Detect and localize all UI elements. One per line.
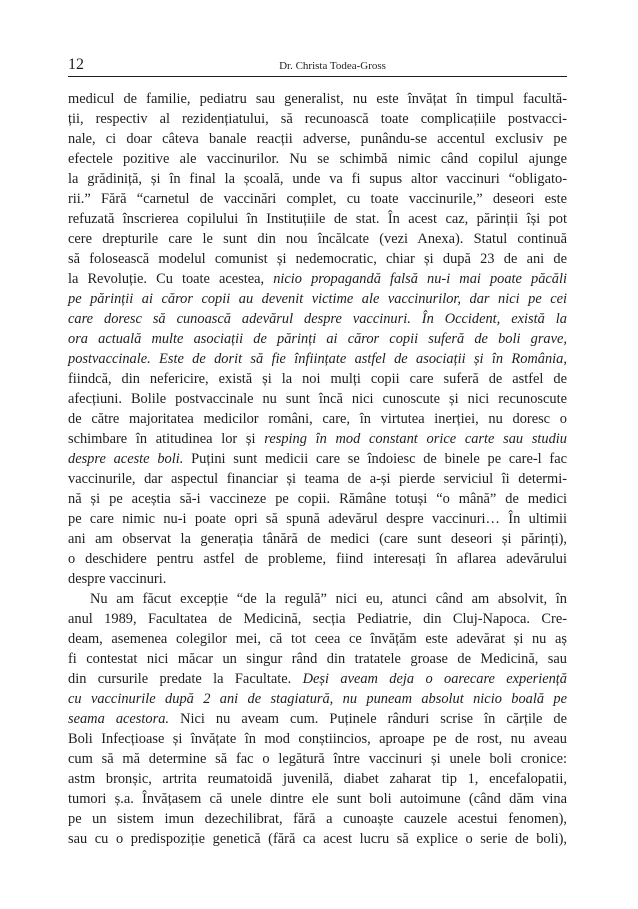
- text-run: fi contestat nici măcar un singur rând din tratatele groase de Medicină, sau: [68, 651, 567, 667]
- italic-run: ora actuală multe asociații de părinți ai căror copii suferă de boli grave,: [68, 331, 567, 347]
- text-line: [68, 789, 567, 809]
- text-run: pe un sistem imun dezechilibrat, fără a cunoaște cauzele acestui fenomen),: [68, 811, 567, 827]
- text-run: vaccinurile, dar aspectul financiar și teama de a-și pierde serviciul îi determi-: [68, 471, 567, 487]
- text-line: [68, 509, 567, 529]
- text-line: [68, 109, 567, 129]
- text-run: deam, asemenea colegilor mei, că tot ceea ce învățăm este adevărat și nu aș: [68, 631, 567, 647]
- text-line: [68, 329, 567, 349]
- text-run: Nu am făcut excepție “de la regulă” nici eu, atunci când am absolvit, în: [90, 591, 567, 607]
- text-line: [68, 489, 567, 509]
- text-line: [68, 269, 567, 289]
- text-run: o deschidere pentru astfel de probleme, fiind interesați în aflarea adevărului: [68, 551, 567, 567]
- text-line: [68, 569, 567, 589]
- text-line: [68, 289, 567, 309]
- text-run: cere drepturile care le sunt din nou încălcate (vezi Anexa). Statul continuă: [68, 231, 567, 247]
- italic-run: care doresc să cunoască adevărul despre vaccinuri. În Occident, există la: [68, 311, 567, 327]
- text-line: [68, 189, 567, 209]
- text-run: despre vaccinuri.: [68, 571, 167, 587]
- text-line: [68, 669, 567, 689]
- text-line: [68, 829, 567, 849]
- text-line: [68, 529, 567, 549]
- text-run: la Revoluție. Cu toate acestea,: [68, 271, 274, 287]
- text-run: fiindcă, din nefericire, există și la noi mulți copii care suferă de astfel de: [68, 371, 567, 387]
- text-line: [68, 349, 567, 369]
- text-run: medicul de familie, pediatru sau generalist, nu este învățat în timpul facultă-: [68, 91, 567, 107]
- text-line: [68, 629, 567, 649]
- text-line: [68, 729, 567, 749]
- text-line: [68, 589, 567, 609]
- text-run: din cursurile predate la Facultate.: [68, 671, 303, 687]
- italic-run: nicio propagandă falsă nu-i mai poate păcăli: [273, 271, 567, 287]
- text-line: [68, 709, 567, 729]
- text-line: [68, 749, 567, 769]
- italic-run: seama acestora.: [68, 711, 169, 727]
- text-line: [68, 609, 567, 629]
- body-text: [68, 89, 567, 849]
- italic-run: despre aceste boli.: [68, 451, 184, 467]
- text-run: tumori ș.a. Învățasem că unele dintre ele sunt boli autoimune (când dăm vina: [68, 791, 567, 807]
- text-run: nă și pe aceștia să-i vaccineze pe copii. Rămâne totuși “o mână” de medici: [68, 491, 567, 507]
- text-line: [68, 249, 567, 269]
- italic-run: pe părinții ai căror copii au devenit victime ale vaccinurilor, dar nici pe cei: [68, 291, 567, 307]
- text-line: [68, 549, 567, 569]
- text-run: ții, respectiv al rezidențiatului, să recunoască toate complicațiile postvacci-: [68, 111, 567, 127]
- text-line: [68, 769, 567, 789]
- text-run: anul 1989, Facultatea de Medicină, secția Pediatrie, din Cluj-Napoca. Cre-: [68, 611, 567, 627]
- text-line: [68, 429, 567, 449]
- text-run: nale, ci doar câteva banale reacții adverse, punându-se accentul exclusiv pe: [68, 131, 567, 147]
- text-line: [68, 449, 567, 469]
- text-line: [68, 649, 567, 669]
- text-run: Boli Infecțioase și învățate în mod conștiincios, aproape pe de rost, nu aveau: [68, 731, 567, 747]
- text-run: Nici nu aveam cum. Puținele rânduri scrise în cărțile de: [169, 711, 567, 727]
- text-run: Puțini sunt medicii care se îndoiesc de binele pe care-l fac: [183, 451, 567, 467]
- text-line: [68, 369, 567, 389]
- page-header: [68, 54, 567, 76]
- text-line: [68, 209, 567, 229]
- text-run: să folosească modelul comunist și nedemocratic, chiar și după 23 de ani de: [68, 251, 567, 267]
- text-run: ani am observat la generația tânără de medici (care sunt deseori și părinți),: [68, 531, 567, 547]
- text-line: [68, 149, 567, 169]
- text-run: astm bronșic, artrita reumatoidă juvenilă, diabet zaharat tip 1, encefalopatii,: [68, 771, 567, 787]
- italic-run: resping în mod constant orice carte sau studiu: [264, 431, 567, 447]
- italic-run: cu vaccinurile după 2 ani de stagiatură, nu puneam absolut nicio boală pe: [68, 691, 567, 707]
- text-run: efectele pozitive ale vaccinurilor. Nu se schimbă nimic când copilul ajunge: [68, 151, 567, 167]
- page-number: 12: [68, 56, 84, 73]
- text-line: [68, 229, 567, 249]
- text-line: [68, 389, 567, 409]
- text-run: pe care nimic nu-i poate opri să spună adevărul despre vaccinuri… În ultimii: [68, 511, 567, 527]
- text-line: [68, 469, 567, 489]
- text-line: [68, 89, 567, 109]
- text-line: [68, 129, 567, 149]
- text-run: sau cu o predispoziție genetică (fără ca acest lucru să explice o serie de boli),: [68, 831, 567, 847]
- text-line: [68, 169, 567, 189]
- text-line: [68, 409, 567, 429]
- text-line: [68, 309, 567, 329]
- text-line: [68, 809, 567, 829]
- text-run: de către majoritatea medicilor români, care, în virtutea inerției, nu doresc o: [68, 411, 567, 427]
- text-run: refuzată înscrierea copilului în Instituțiile de stat. În acest caz, părinții își pot: [68, 211, 567, 227]
- text-line: [68, 689, 567, 709]
- italic-run: postvaccinale. Este de dorit să fie înființate astfel de asociații și în România: [68, 351, 564, 367]
- running-head: Dr. Christa Todea-Gross: [279, 60, 386, 72]
- text-run: rii.” Fără “carnetul de vaccinări complet, cu toate vaccinurile,” deseori este: [68, 191, 567, 207]
- text-run: la grădiniță, și în final la școală, unde va fi supus altor vaccinuri “obligato-: [68, 171, 567, 187]
- text-run: ,: [563, 351, 567, 367]
- header-rule: [68, 76, 567, 77]
- text-run: schimbare în atitudinea lor și: [68, 431, 265, 447]
- italic-run: Deși aveam deja o oarecare experiență: [302, 671, 567, 687]
- text-run: cum să mă determine să fac o legătură între vaccinuri și unele boli cronice:: [68, 751, 567, 767]
- text-run: afecțiuni. Bolile postvaccinale nu sunt încă nici cunoscute și nici recunoscute: [68, 391, 567, 407]
